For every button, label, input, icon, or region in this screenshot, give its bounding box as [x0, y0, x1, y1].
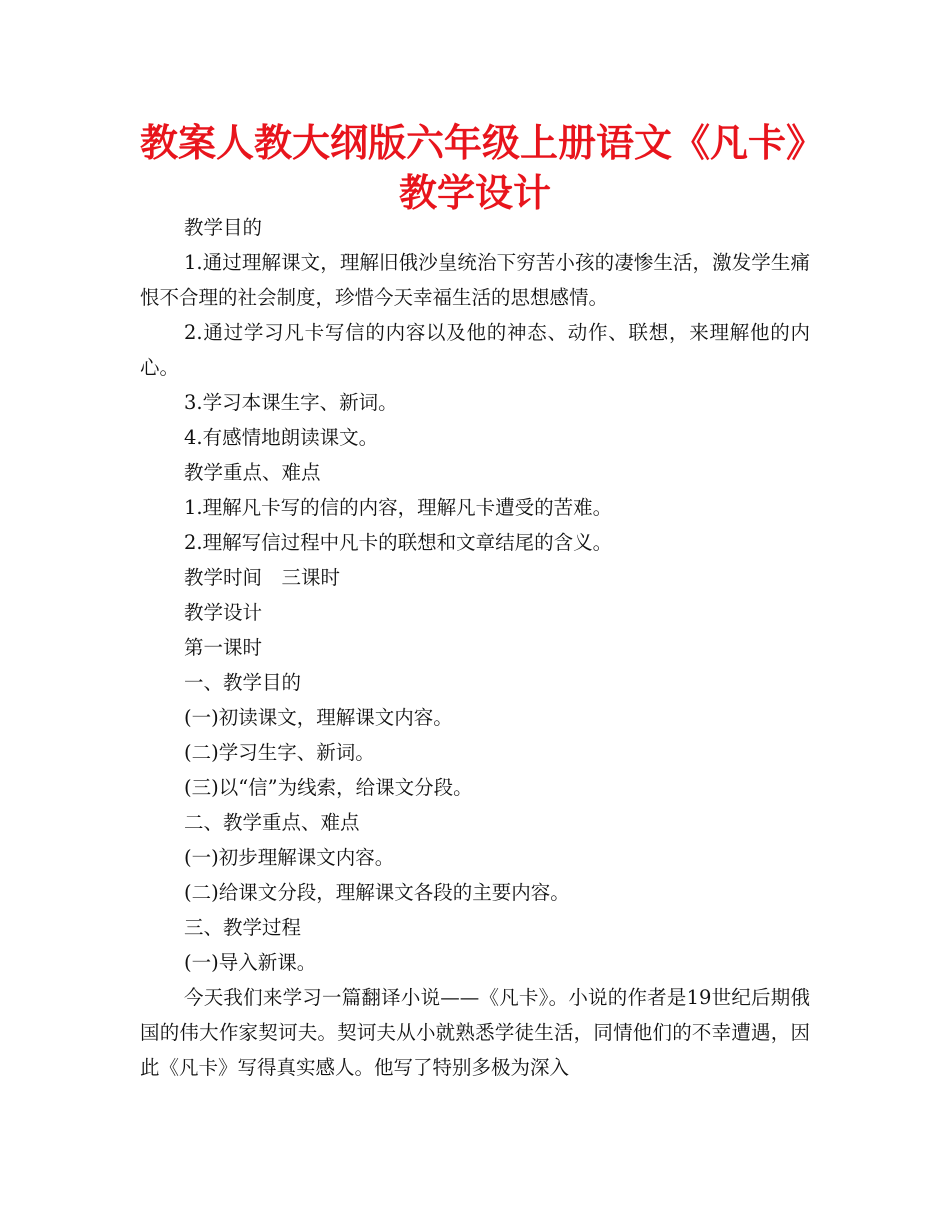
list-item-key-point-b: (二)给课文分段，理解课文各段的主要内容。: [184, 881, 570, 904]
list-item-key-point-a: (一)初步理解课文内容。: [184, 846, 395, 869]
list-item-objective-b: (二)学习生字、新词。: [184, 741, 375, 764]
paragraph-objective-3: 3.学习本课生字、新词。: [184, 391, 398, 414]
paragraph-objective-4: 4.有感情地朗读课文。: [184, 426, 379, 449]
paragraph-teaching-time: 教学时间 三课时: [184, 566, 341, 589]
section-heading-first-lesson: 第一课时: [184, 636, 263, 659]
paragraph-introduction-text: 今天我们来学习一篇翻译小说——《凡卡》。小说的作者是19世纪后期俄国的伟大作家契诃夫。契诃夫从小就熟悉学徒生活，同情他们的不幸遭遇，因此《凡卡》写得真实感人。他写了特别多极为深入: [140, 986, 810, 1079]
list-item-objective-c: (三)以“信”为线索，给课文分段。: [184, 776, 473, 799]
document-body: [140, 210, 810, 1085]
section-heading-key-points: 教学重点、难点: [184, 461, 321, 484]
title-line-1: 教案人教大纲版六年级上册语文《凡卡》: [140, 121, 825, 165]
subheading-lesson-key-points: 二、教学重点、难点: [184, 811, 360, 834]
paragraph-objective-2: 2.通过学习凡卡写信的内容以及他的神态、动作、联想，来理解他的内心。: [140, 321, 810, 379]
paragraph-key-point-1: 1.理解凡卡写的信的内容，理解凡卡遭受的苦难。: [184, 496, 613, 519]
paragraph-objective-1: 1.通过理解课文，理解旧俄沙皇统治下穷苦小孩的凄惨生活，激发学生痛恨不合理的社会制度，珍惜今天幸福生活的思想感情。: [140, 251, 810, 309]
list-item-objective-a: (一)初读课文，理解课文内容。: [184, 706, 453, 729]
document-title: [140, 118, 825, 218]
list-item-introduction: (一)导入新课。: [184, 951, 317, 974]
title-line-2: 教学设计: [398, 171, 551, 215]
section-heading-design: 教学设计: [184, 601, 263, 624]
section-heading-objectives: 教学目的: [184, 216, 263, 239]
subheading-teaching-process: 三、教学过程: [184, 916, 302, 939]
paragraph-key-point-2: 2.理解写信过程中凡卡的联想和文章结尾的含义。: [184, 531, 613, 554]
subheading-lesson-objectives: 一、教学目的: [184, 671, 302, 694]
